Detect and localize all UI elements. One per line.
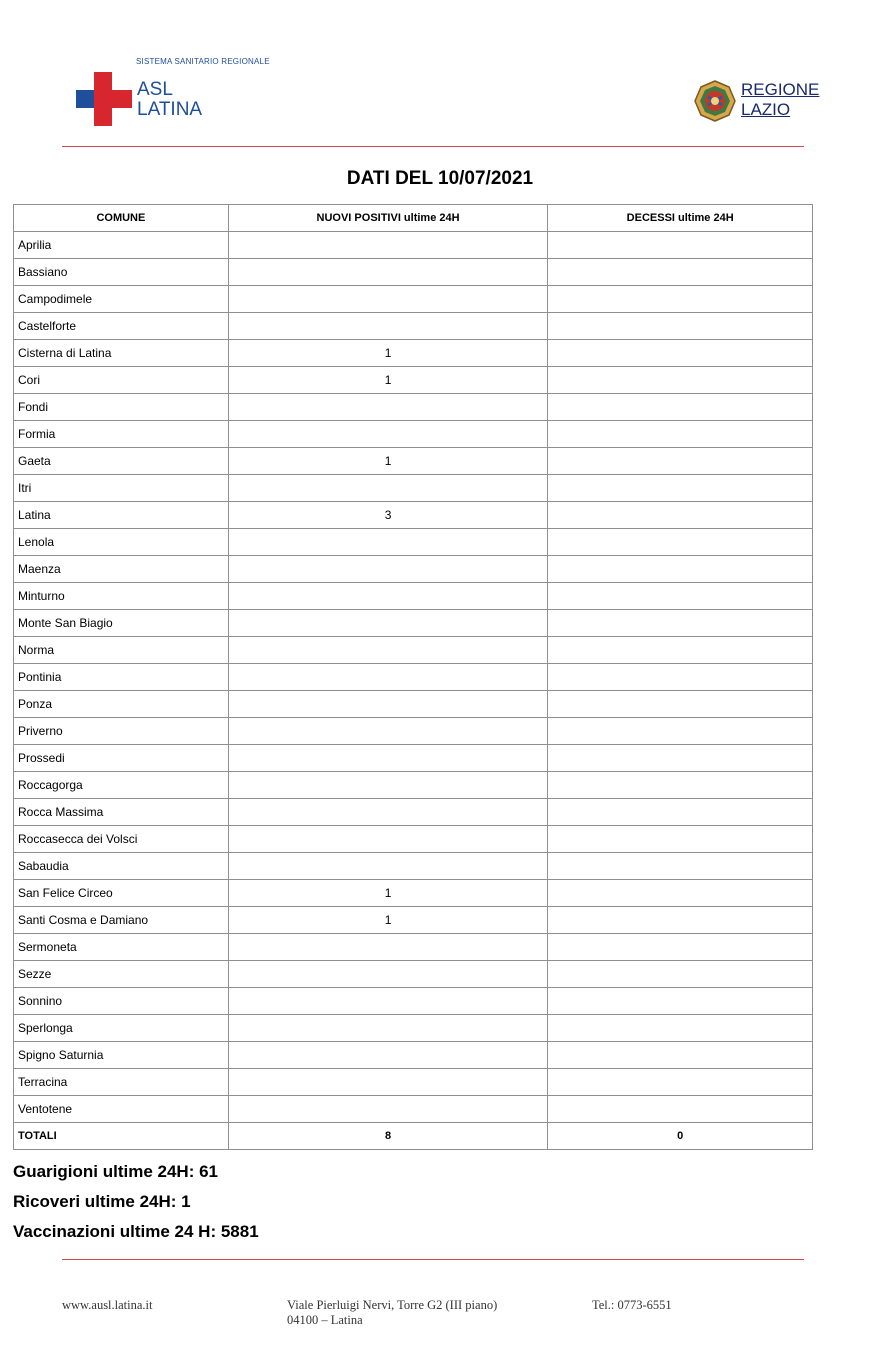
cell-positivi [228, 853, 548, 880]
cell-positivi [228, 556, 548, 583]
table-row [14, 475, 813, 502]
table-row [14, 907, 813, 934]
cell-decessi [548, 421, 813, 448]
cell-decessi [548, 799, 813, 826]
cell-positivi [228, 421, 548, 448]
table-row [14, 1069, 813, 1096]
cell-positivi [228, 232, 548, 259]
cell-positivi [228, 394, 548, 421]
cell-positivi [228, 259, 548, 286]
cell-positivi [228, 610, 548, 637]
cell-decessi [548, 232, 813, 259]
cell-comune: Aprilia [14, 232, 229, 259]
table-row [14, 988, 813, 1015]
cell-positivi [228, 1096, 548, 1123]
cell-decessi [548, 340, 813, 367]
footer-phone: Tel.: 0773-6551 [592, 1298, 672, 1312]
region-line1: REGIONE [741, 80, 820, 99]
cell-comune: Santi Cosma e Damiano [14, 907, 229, 934]
cell-comune: Roccasecca dei Volsci [14, 826, 229, 853]
cell-positivi [228, 826, 548, 853]
totals-positivi: 8 [228, 1123, 548, 1150]
table-row [14, 961, 813, 988]
table-row [14, 529, 813, 556]
cell-positivi: 1 [228, 907, 548, 934]
table-row [14, 880, 813, 907]
cell-decessi [548, 718, 813, 745]
cell-decessi [548, 1042, 813, 1069]
cell-comune: Roccagorga [14, 772, 229, 799]
cell-comune: Minturno [14, 583, 229, 610]
cell-decessi [548, 988, 813, 1015]
cell-comune: San Felice Circeo [14, 880, 229, 907]
totals-decessi: 0 [548, 1123, 813, 1150]
cell-positivi [228, 1042, 548, 1069]
table-row [14, 691, 813, 718]
cell-decessi [548, 853, 813, 880]
cell-comune: Itri [14, 475, 229, 502]
table-row [14, 799, 813, 826]
cell-positivi [228, 961, 548, 988]
table-row [14, 610, 813, 637]
cell-positivi [228, 313, 548, 340]
cell-positivi [228, 772, 548, 799]
cell-positivi [228, 718, 548, 745]
footer-address-line1: Viale Pierluigi Nervi, Torre G2 (III piano) [287, 1298, 498, 1312]
table-row [14, 259, 813, 286]
cell-decessi [548, 934, 813, 961]
cell-comune: Prossedi [14, 745, 229, 772]
asl-name [137, 80, 202, 120]
table-row [14, 502, 813, 529]
cell-decessi [548, 691, 813, 718]
cell-comune: Campodimele [14, 286, 229, 313]
table-row [14, 1096, 813, 1123]
covid-data-table [13, 204, 813, 1150]
document-title: DATI DEL 10/07/2021 [346, 168, 534, 189]
table-row [14, 1042, 813, 1069]
cell-comune: Castelforte [14, 313, 229, 340]
cell-decessi [548, 907, 813, 934]
footer-address-line2: 04100 – Latina [287, 1313, 363, 1327]
asl-cross-logo-icon [76, 72, 132, 126]
cell-positivi: 1 [228, 340, 548, 367]
cell-comune: Sperlonga [14, 1015, 229, 1042]
column-header-decessi: DECESSI ultime 24H [548, 205, 813, 232]
page-header [0, 0, 820, 150]
cell-decessi [548, 502, 813, 529]
footer-divider [62, 1259, 804, 1260]
totals-row [14, 1123, 813, 1150]
table-row [14, 340, 813, 367]
regione-lazio-emblem-icon [694, 80, 736, 122]
summary-vaccinazioni: Vaccinazioni ultime 24 H: 5881 [13, 1222, 259, 1241]
cell-decessi [548, 772, 813, 799]
cell-positivi [228, 664, 548, 691]
table-row [14, 367, 813, 394]
cell-comune: Sabaudia [14, 853, 229, 880]
cell-decessi [548, 610, 813, 637]
cell-positivi [228, 988, 548, 1015]
cell-decessi [548, 961, 813, 988]
footer-website[interactable]: www.ausl.latina.it [62, 1298, 153, 1312]
cell-decessi [548, 367, 813, 394]
cell-comune: Sermoneta [14, 934, 229, 961]
cell-decessi [548, 313, 813, 340]
cell-comune: Latina [14, 502, 229, 529]
cell-positivi [228, 583, 548, 610]
table-row [14, 745, 813, 772]
cell-positivi [228, 1015, 548, 1042]
table-row [14, 826, 813, 853]
cell-decessi [548, 448, 813, 475]
cell-decessi [548, 637, 813, 664]
cell-decessi [548, 286, 813, 313]
table-row [14, 394, 813, 421]
table-row [14, 772, 813, 799]
cell-positivi [228, 475, 548, 502]
table-row [14, 556, 813, 583]
table-row [14, 448, 813, 475]
cell-comune: Cisterna di Latina [14, 340, 229, 367]
cell-comune: Sonnino [14, 988, 229, 1015]
table-row [14, 664, 813, 691]
cell-positivi [228, 529, 548, 556]
cell-decessi [548, 1069, 813, 1096]
cell-positivi [228, 934, 548, 961]
cell-comune: Spigno Saturnia [14, 1042, 229, 1069]
table-row [14, 232, 813, 259]
cell-comune: Ponza [14, 691, 229, 718]
summary-guarigioni: Guarigioni ultime 24H: 61 [13, 1162, 218, 1181]
table-row [14, 421, 813, 448]
cell-decessi [548, 259, 813, 286]
table-row [14, 286, 813, 313]
table-row [14, 637, 813, 664]
regione-lazio-name [741, 80, 819, 120]
header-divider [62, 146, 804, 147]
table-body [14, 232, 813, 1150]
table-row [14, 934, 813, 961]
footer-address [287, 1298, 497, 1328]
asl-name-line1: ASL [137, 79, 173, 100]
table-row [14, 583, 813, 610]
cell-positivi: 1 [228, 448, 548, 475]
cell-positivi [228, 691, 548, 718]
column-header-comune: COMUNE [14, 205, 229, 232]
cell-comune: Cori [14, 367, 229, 394]
org-tagline: SISTEMA SANITARIO REGIONALE [136, 57, 270, 66]
cell-decessi [548, 745, 813, 772]
table-row [14, 718, 813, 745]
summary-ricoveri: Ricoveri ultime 24H: 1 [13, 1192, 191, 1211]
cell-comune: Monte San Biagio [14, 610, 229, 637]
cell-positivi [228, 745, 548, 772]
cell-comune: Fondi [14, 394, 229, 421]
table-row [14, 853, 813, 880]
cell-comune: Formia [14, 421, 229, 448]
cell-decessi [548, 556, 813, 583]
cell-comune: Priverno [14, 718, 229, 745]
cell-decessi [548, 1015, 813, 1042]
cell-decessi [548, 826, 813, 853]
region-line2: LAZIO [741, 100, 791, 119]
cell-decessi [548, 583, 813, 610]
cell-comune: Maenza [14, 556, 229, 583]
cell-decessi [548, 1096, 813, 1123]
cell-comune: Ventotene [14, 1096, 229, 1123]
totals-label: TOTALI [14, 1123, 229, 1150]
cell-decessi [548, 529, 813, 556]
cell-comune: Rocca Massima [14, 799, 229, 826]
cell-comune: Bassiano [14, 259, 229, 286]
cell-comune: Pontinia [14, 664, 229, 691]
cell-positivi: 1 [228, 880, 548, 907]
table-row [14, 313, 813, 340]
cell-positivi: 1 [228, 367, 548, 394]
column-header-positivi: NUOVI POSITIVI ultime 24H [228, 205, 548, 232]
cell-comune: Sezze [14, 961, 229, 988]
cell-decessi [548, 475, 813, 502]
cell-positivi: 3 [228, 502, 548, 529]
cell-decessi [548, 880, 813, 907]
cell-decessi [548, 394, 813, 421]
cell-positivi [228, 799, 548, 826]
cell-comune: Gaeta [14, 448, 229, 475]
cell-comune: Lenola [14, 529, 229, 556]
table-row [14, 1015, 813, 1042]
cell-positivi [228, 637, 548, 664]
table-header-row [14, 205, 813, 232]
cell-positivi [228, 1069, 548, 1096]
cell-comune: Norma [14, 637, 229, 664]
cell-positivi [228, 286, 548, 313]
cell-comune: Terracina [14, 1069, 229, 1096]
cell-decessi [548, 664, 813, 691]
asl-name-line2: LATINA [137, 99, 203, 120]
